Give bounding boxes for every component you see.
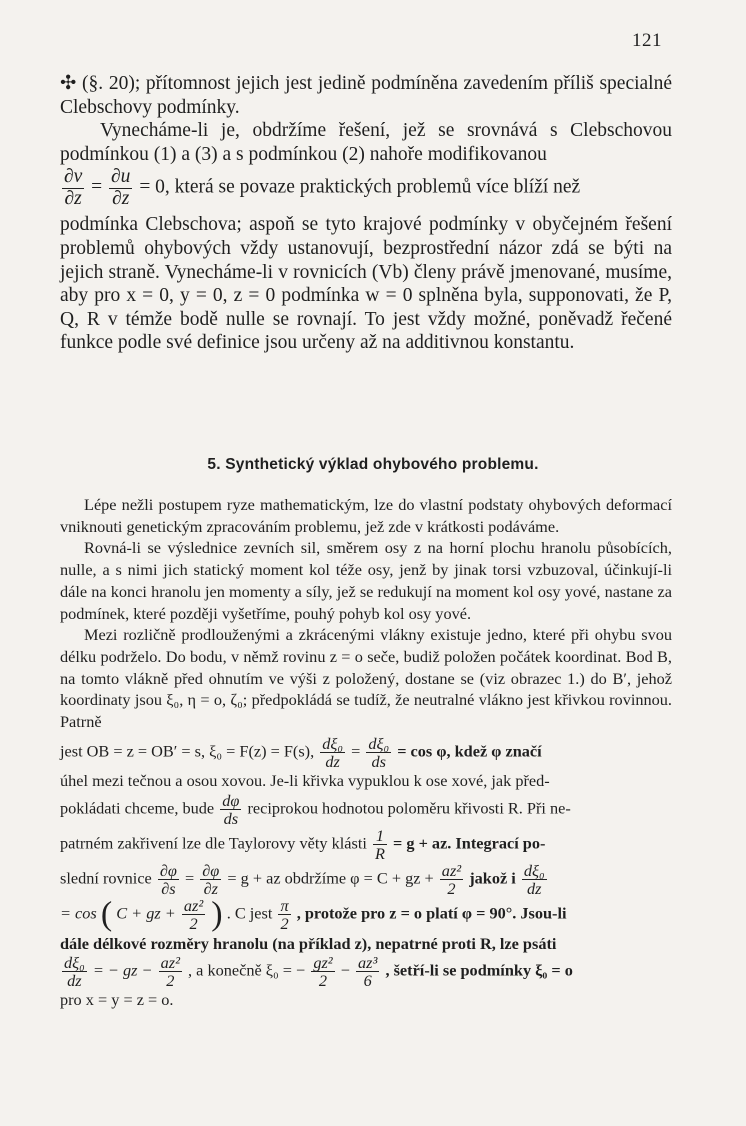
fraction: $\frac{\text{az²}}{2}$ — [441, 861, 462, 899]
paragraph — [60, 119, 672, 166]
equation-line: $\frac{\partial v}{\partial z}$ = $\frac{\partial u}{\partial z}$ = 0, která se povaze praktických problemů více blíží než — [64, 166, 581, 209]
section-text-upper — [60, 72, 672, 355]
fraction: $\frac{1}{R}$ — [374, 825, 385, 863]
paragraph: podmínka Clebschova; aspoň se tyto krajové podmínky v obyčejném řešení problemů ohybových vždy ustanovují, bezprostřední názor zdá se býti na jejich straně. Vynecháme-li v rovnicích (Vb) členy právě jmenované, musíme, aby pro x = 0, y = 0, z = 0 podmínka w = 0 splněna byla, supponovati, že P, Q, R v témže bodě nulle se rovnají. To jest vždy možné, poněvadž řečené funkce podle své definice jsou určeny až na additivnou konstantu. — [60, 214, 672, 354]
equation-line: $\frac{\text{dξ₀}}{dz}$ = − gz − $\frac{\text{az²}}{2}$ , a konečně ξ₀ = − $\frac{\text{gz²}}{2}$ − $\frac{\text{az³}}{6}$ , šetří-li se podmínky ξ₀ = o — [64, 953, 573, 991]
equation-line: = cos ( C + gz + $\frac{\text{az²}}{2}$ ) . C jest $\frac{\pi}{2}$ , protože pro z = o platí φ = 90°. Jsou-li — [60, 895, 567, 934]
fraction: $\frac{\text{az²}}{2}$ — [160, 953, 180, 991]
equation-line: pokládati chceme, bude $\frac{d\varphi}{ds}$ reciprokou hodnotou poloměru křivosti R. Při ne- — [60, 790, 571, 828]
text-line: dále délkové rozměry hranolu (na příklad z), nepatrné proti R, lze psáti — [60, 933, 557, 953]
text-line: úhel mezi tečnou a osou xovou. Je-li křivka vypuklou k ose xové, jak před- — [60, 770, 550, 790]
fraction: $\frac{\text{dξ₀}}{ds}$ — [368, 733, 390, 771]
fraction: $\frac{d\varphi}{ds}$ — [222, 790, 240, 828]
fraction: $\frac{\text{az²}}{2}$ — [183, 896, 204, 934]
fraction: $\frac{\text{az³}}{6}$ — [358, 953, 378, 991]
fraction: $\frac{\text{dξ₀}}{dz}$ — [64, 953, 85, 991]
text-run: = 0, která se povaze praktických problemů více blíží než — [139, 176, 581, 198]
page-number: 121 — [632, 30, 662, 51]
fraction: $\frac{\partial u}{\partial z}$ — [111, 166, 131, 209]
paragraph: ✣ (§. 20); přítomnost jejich jest jedině podmíněna zavedením příliš specialné Clebschovy podmínky. — [60, 73, 672, 118]
fraction: $\frac{\partial\varphi}{\partial z}$ — [202, 861, 220, 899]
section-heading: 5. Synthetický výklad ohybového problemu. — [207, 456, 539, 473]
text-run: Vynecháme-li je, obdržíme řešení, jež se srovnává s Clebschovou podmínkou (1) a (3) a s podmínkou (2) nahoře modifikovanou — [60, 120, 672, 165]
fraction: $\frac{\partial v}{\partial z}$ — [64, 166, 83, 209]
paragraph: Lépe nežli postupem ryze mathematickým, lze do vlastní podstaty ohybových deformací vniknouti genetickým zpracováním problemu, jež zde v krátkosti podáváme. — [60, 495, 672, 536]
equation-line: slední rovnice $\frac{\partial\varphi}{\partial s}$ = $\frac{\partial\varphi}{\partial z}$ = g + az obdržíme φ = C + gz + $\frac{\text{az²}}{2}$ jakož i $\frac{\text{dξ₀}}{dz}$ — [60, 861, 545, 899]
fraction: $\frac{\pi}{2}$ — [280, 896, 289, 934]
fraction: $\frac{\text{dξ₀}}{dz}$ — [322, 733, 344, 771]
equation-line: jest OB = z = OB′ = s, ξ₀ = F(z) = F(s), $\frac{\text{dξ₀}}{dz}$ = $\frac{\text{dξ₀}}{ds}$ = cos φ, kdež φ značí — [60, 733, 542, 771]
fraction: $\frac{\partial\varphi}{\partial s}$ — [159, 861, 177, 899]
paren-right: ) — [211, 895, 223, 933]
paren-left: ( — [100, 895, 113, 933]
fraction: $\frac{\text{gz²}}{2}$ — [313, 953, 333, 991]
fraction: $\frac{\text{dξ₀}}{dz}$ — [523, 861, 545, 899]
text-line: pro x = y = z = o. — [60, 990, 174, 1010]
paragraph: Rovná-li se výslednice zevních sil, směrem osy z na horní plochu hranolu působících, nulle, a s nimi jich statický moment kol téže osy, jenž by jinak torsi vzbuzoval, účinkují-li dále na konci hranolu jen momenty a síly, jež se redukují na moment kol osy yové, nastane za podmínek, které později vyšetříme, pouhý pohyb kol osy yové. — [60, 538, 672, 623]
paragraph: Mezi rozličně prodlouženými a zkrácenými vlákny existuje jedno, které při ohybu svou délku podrželo. Do bodu, v němž rovinu z = o seče, budiž položen počátek koordinat. Bod B, na tomto vlákně před ohnutím ve výši z položený, dostane se (viz obrazec 1.) do B′, jehož koordinaty jsou ξ₀, η = o, ζ₀; předpokládá se tudíž, že neutralné vlákno jest křivkou rovinnou. Patrně — [60, 625, 672, 732]
equation-line: patrném zakřivení lze dle Taylorovy věty klásti $\frac{1}{R}$ = g + az. Integrací po- — [60, 825, 546, 863]
section-text-lower — [60, 494, 672, 1011]
